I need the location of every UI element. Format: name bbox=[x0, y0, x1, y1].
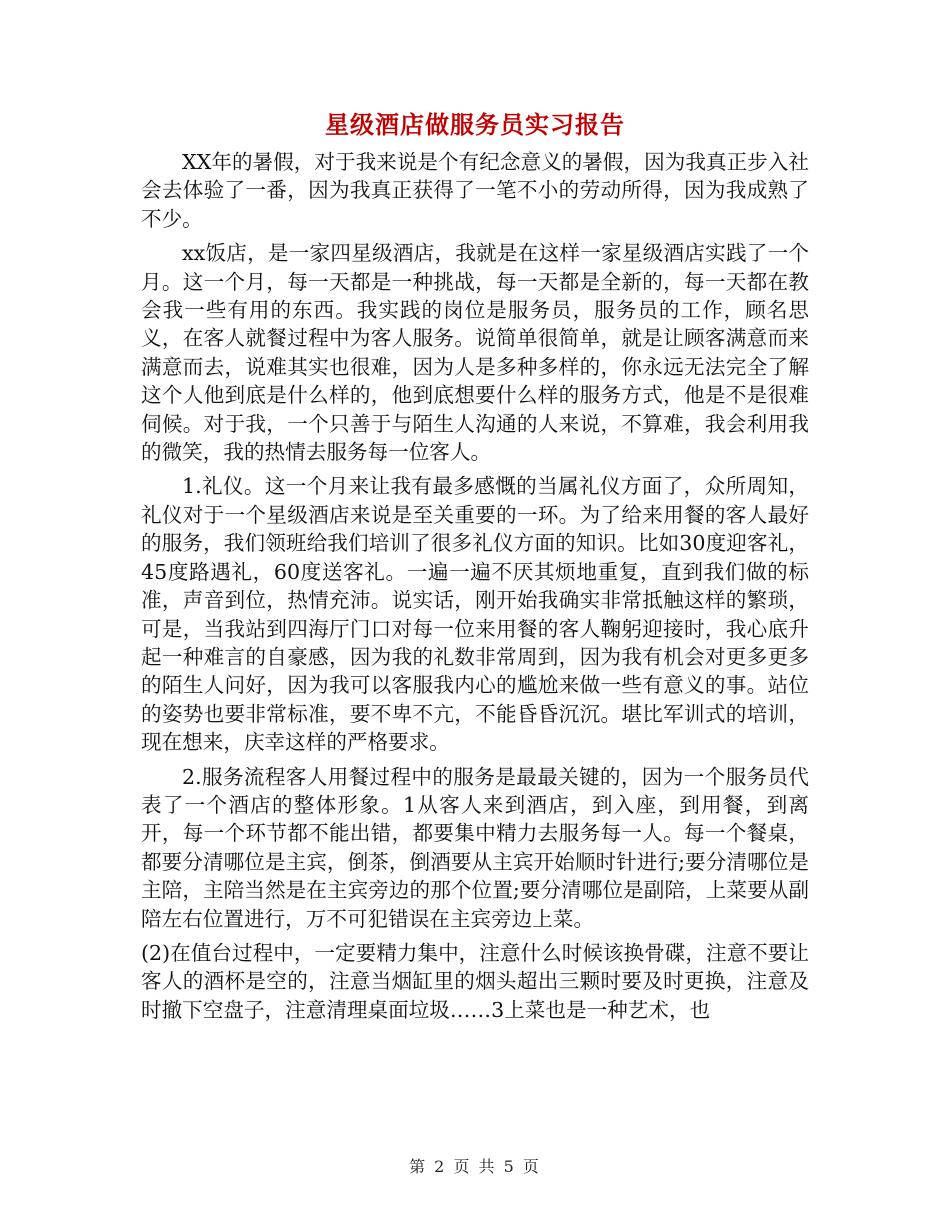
paragraph-hotel: xx饭店，是一家四星级酒店，我就是在这样一家星级酒店实践了一个月。这一个月，每一天都是一种挑战，每一天都是全新的，每一天都在教会我一些有用的东西。我实践的岗位是服务员，服务员的工作，顾名思义，在客人就餐过程中为客人服务。说简单很简单，就是让顾客满意而来满意而去，说难其实也很难，因为人是多种多样的，你永远无法完全了解这个人他到底是什么样的，他到底想要什么样的服务方式，他是不是很难伺候。对于我，一个只善于与陌生人沟通的人来说，不算难，我会利用我的微笑，我的热情去服务每一位客人。 bbox=[141, 241, 809, 465]
paragraph-service-flow: 2.服务流程客人用餐过程中的服务是最最关键的，因为一个服务员代表了一个酒店的整体形象。1从客人来到酒店，到入座，到用餐，到离开，每一个环节都不能出错，都要集中精力去服务每一人。每一个餐桌，都要分清哪位是主宾，倒茶，倒酒要从主宾开始顺时针进行;要分清哪位是主陪，主陪当然是在主宾旁边的那个位置;要分清哪位是副陪，上菜要从副陪左右位置进行，万不可犯错误在主宾旁边上菜。 bbox=[141, 764, 809, 931]
paragraph-table-duty: (2)在值台过程中，一定要精力集中，注意什么时候该换骨碟，注意不要让客人的酒杯是空的，注意当烟缸里的烟头超出三颗时要及时更换，注意及时撤下空盘子，注意清理桌面垃圾……3上菜也是一种艺术，也 bbox=[141, 940, 809, 1022]
page-footer: 第 2 页 共 5 页 bbox=[409, 1157, 541, 1176]
paragraph-etiquette: 1.礼仪。这一个月来让我有最多感慨的当属礼仪方面了，众所周知，礼仪对于一个星级酒店来说是至关重要的一环。为了给来用餐的客人最好的服务，我们领班给我们培训了很多礼仪方面的知识。比如30度迎客礼，45度路遇礼，60度送客礼。一遍一遍不厌其烦地重复，直到我们做的标准，声音到位，热情充沛。说实话，刚开始我确实非常抵触这样的繁琐，可是，当我站到四海厅门口对每一位来用餐的客人鞠躬迎接时，我心底升起一种难言的自豪感，因为我的礼数非常周到，因为我有机会对更多更多的陌生人问好，因为我可以客服我内心的尴尬来做一些有意义的事。站位的姿势也要非常标准，要不卑不亢，不能昏昏沉沉。堪比军训式的培训，现在想来，庆幸这样的严格要求。 bbox=[141, 474, 809, 755]
document-title: 星级酒店做服务员实习报告 bbox=[325, 110, 625, 139]
paragraph-intro: XX年的暑假，对于我来说是个有纪念意义的暑假，因为我真正步入社会去体验了一番，因为我真正获得了一笔不小的劳动所得，因为我成熟了不少。 bbox=[141, 150, 809, 231]
document-body bbox=[141, 148, 809, 1030]
